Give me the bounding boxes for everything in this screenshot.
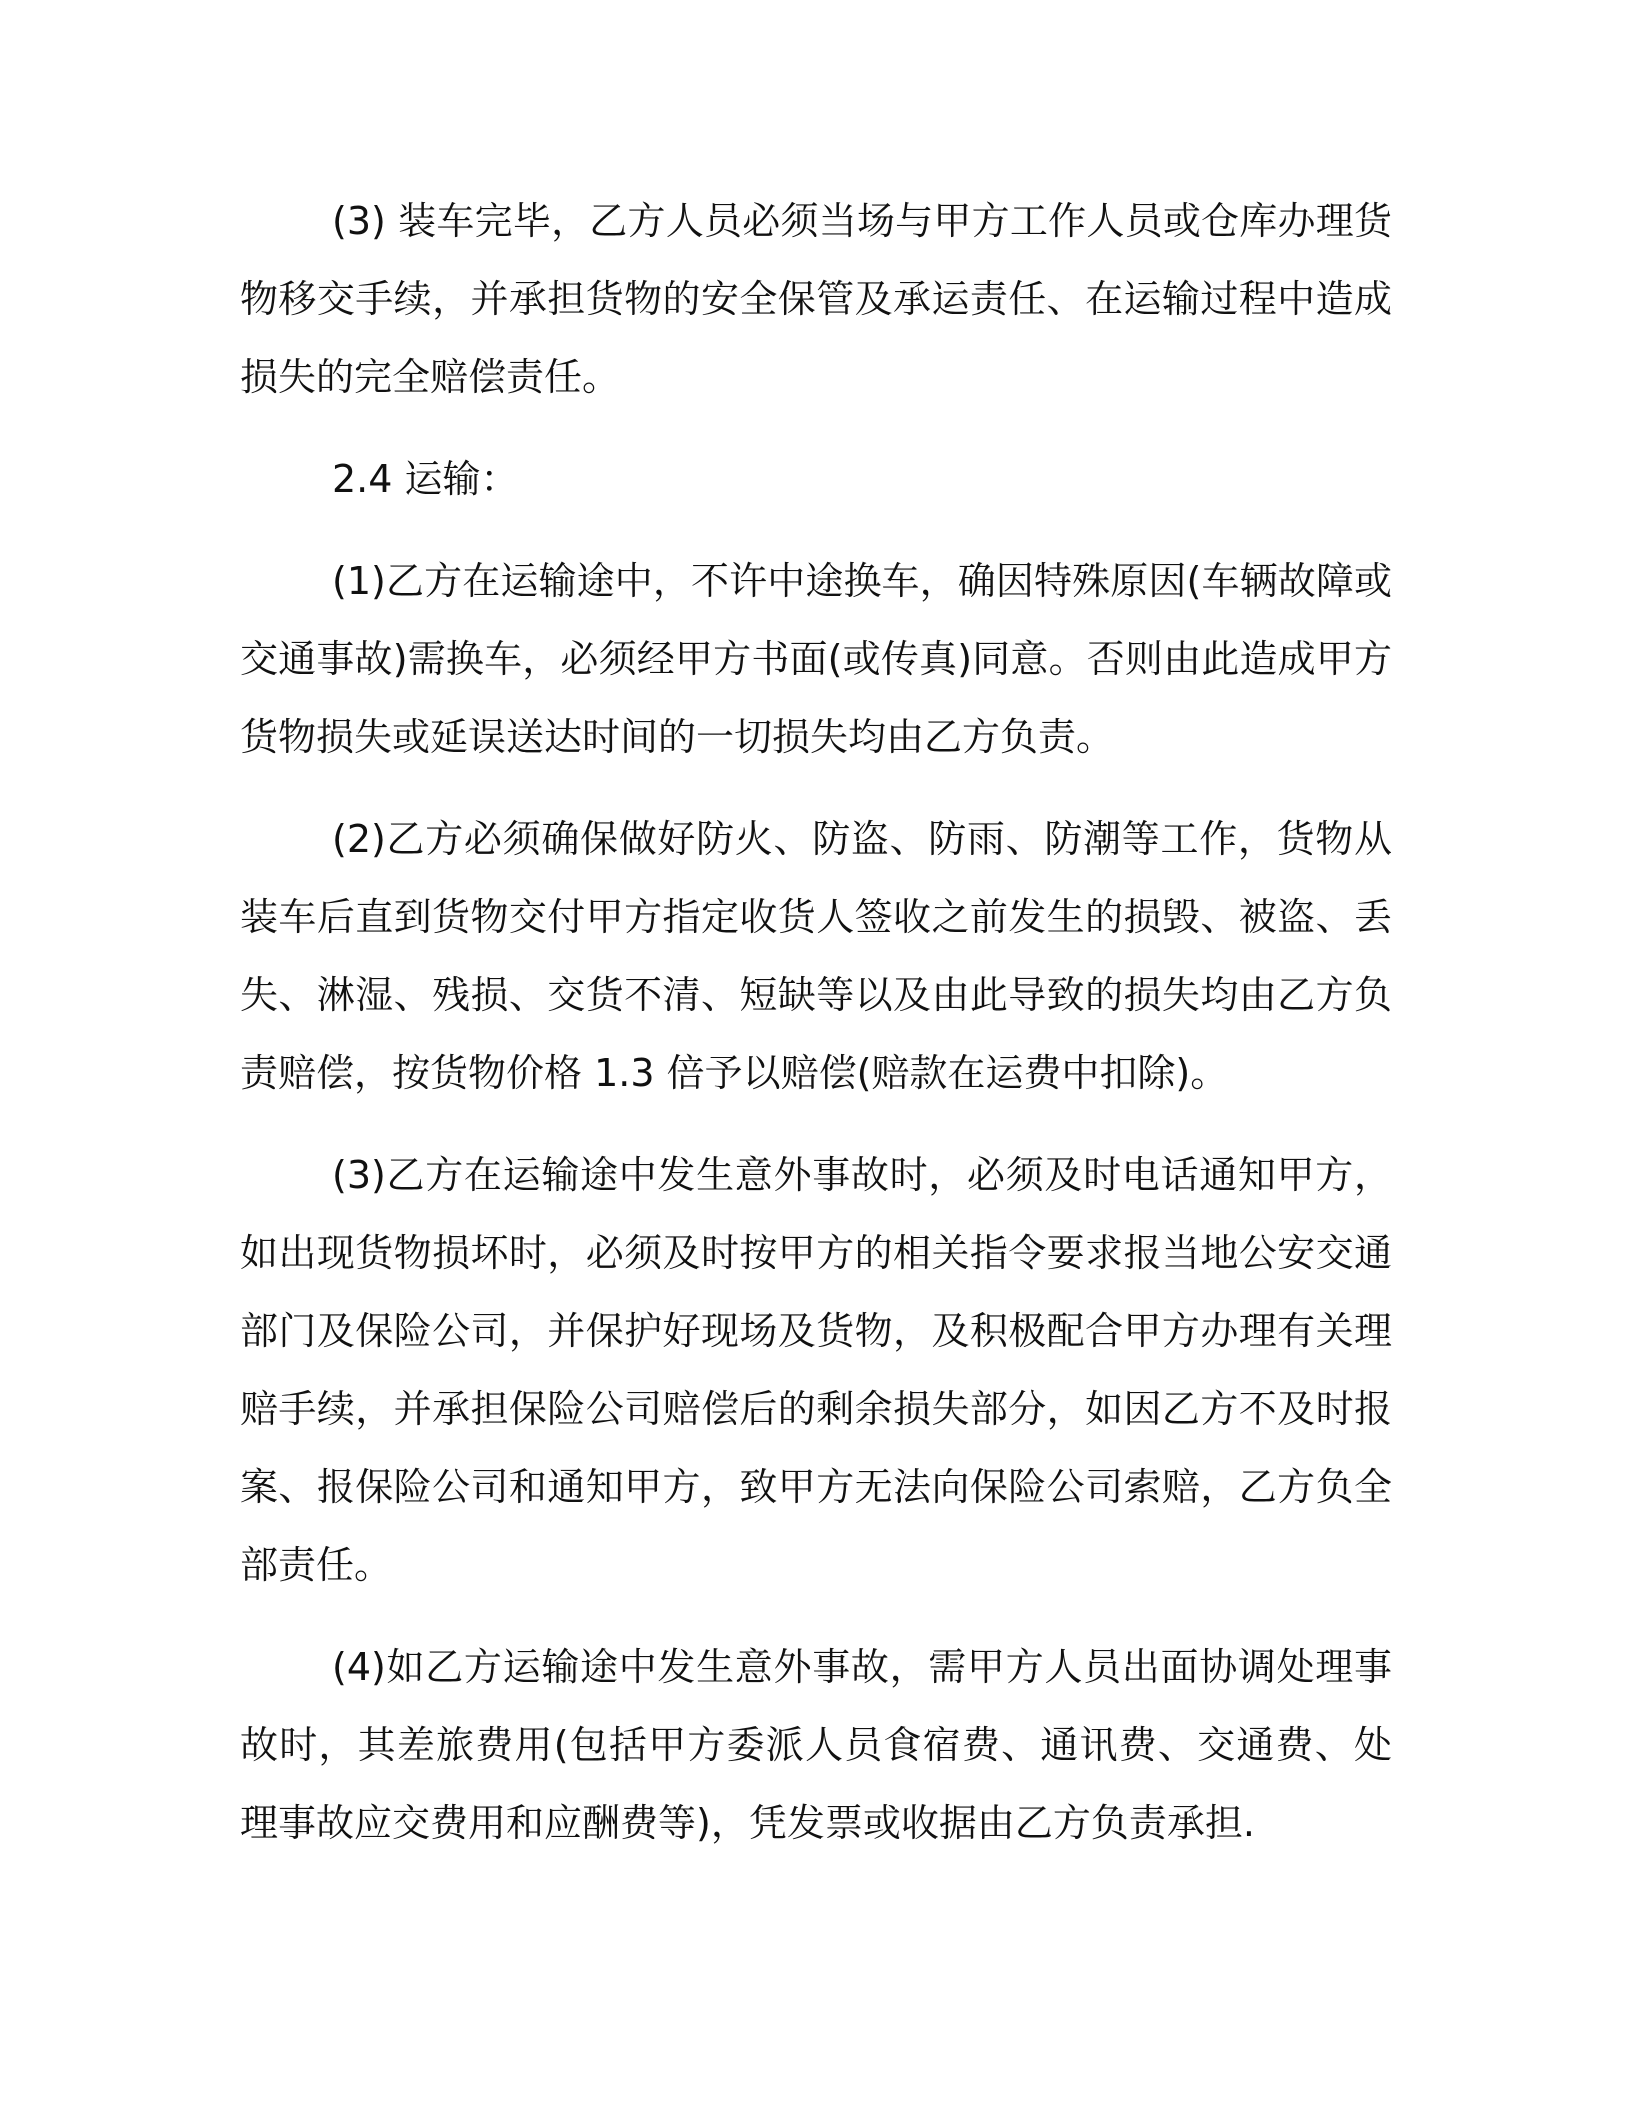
paragraph-accident-notification: (3)乙方在运输途中发生意外事故时，必须及时电话通知甲方，如出现货物损坏时，必须及时按甲方的相关指令要求报当地公安交通部门及保险公司，并保护好现场及货物，及积极配合甲方办理有关理赔手续，并承担保险公司赔偿后的剩余损失部分，如因乙方不及时报案、报保险公司和通知甲方，致甲方无法向保险公司索赔，乙方负全部责任。 <box>240 1153 1392 1587</box>
paragraph-accident-expenses: (4)如乙方运输途中发生意外事故，需甲方人员出面协调处理事故时，其差旅费用(包括甲方委派人员食宿费、通讯费、交通费、处理事故应交费用和应酬费等)，凭发票或收据由乙方负责承担. <box>240 1645 1392 1845</box>
paragraph-no-vehicle-change: (1)乙方在运输途中，不许中途换车，确因特殊原因(车辆故障或交通事故)需换车，必须经甲方书面(或传真)同意。否则由此造成甲方货物损失或延误送达时间的一切损失均由乙方负责。 <box>240 559 1392 759</box>
paragraph-cargo-protection: (2)乙方必须确保做好防火、防盗、防雨、防潮等工作，货物从装车后直到货物交付甲方指定收货人签收之前发生的损毁、被盗、丢失、淋湿、残损、交货不清、短缺等以及由此导致的损失均由乙方负责赔偿，按货物价格 1.3 倍予以赔偿(赔款在运费中扣除)。 <box>240 817 1392 1095</box>
paragraph-loading-completion: (3) 装车完毕，乙方人员必须当场与甲方工作人员或仓库办理货物移交手续，并承担货物的安全保管及承运责任、在运输过程中造成损失的完全赔偿责任。 <box>240 199 1392 399</box>
section-heading-transport: 2.4 运输： <box>332 457 519 501</box>
document-body <box>240 182 1392 1886</box>
